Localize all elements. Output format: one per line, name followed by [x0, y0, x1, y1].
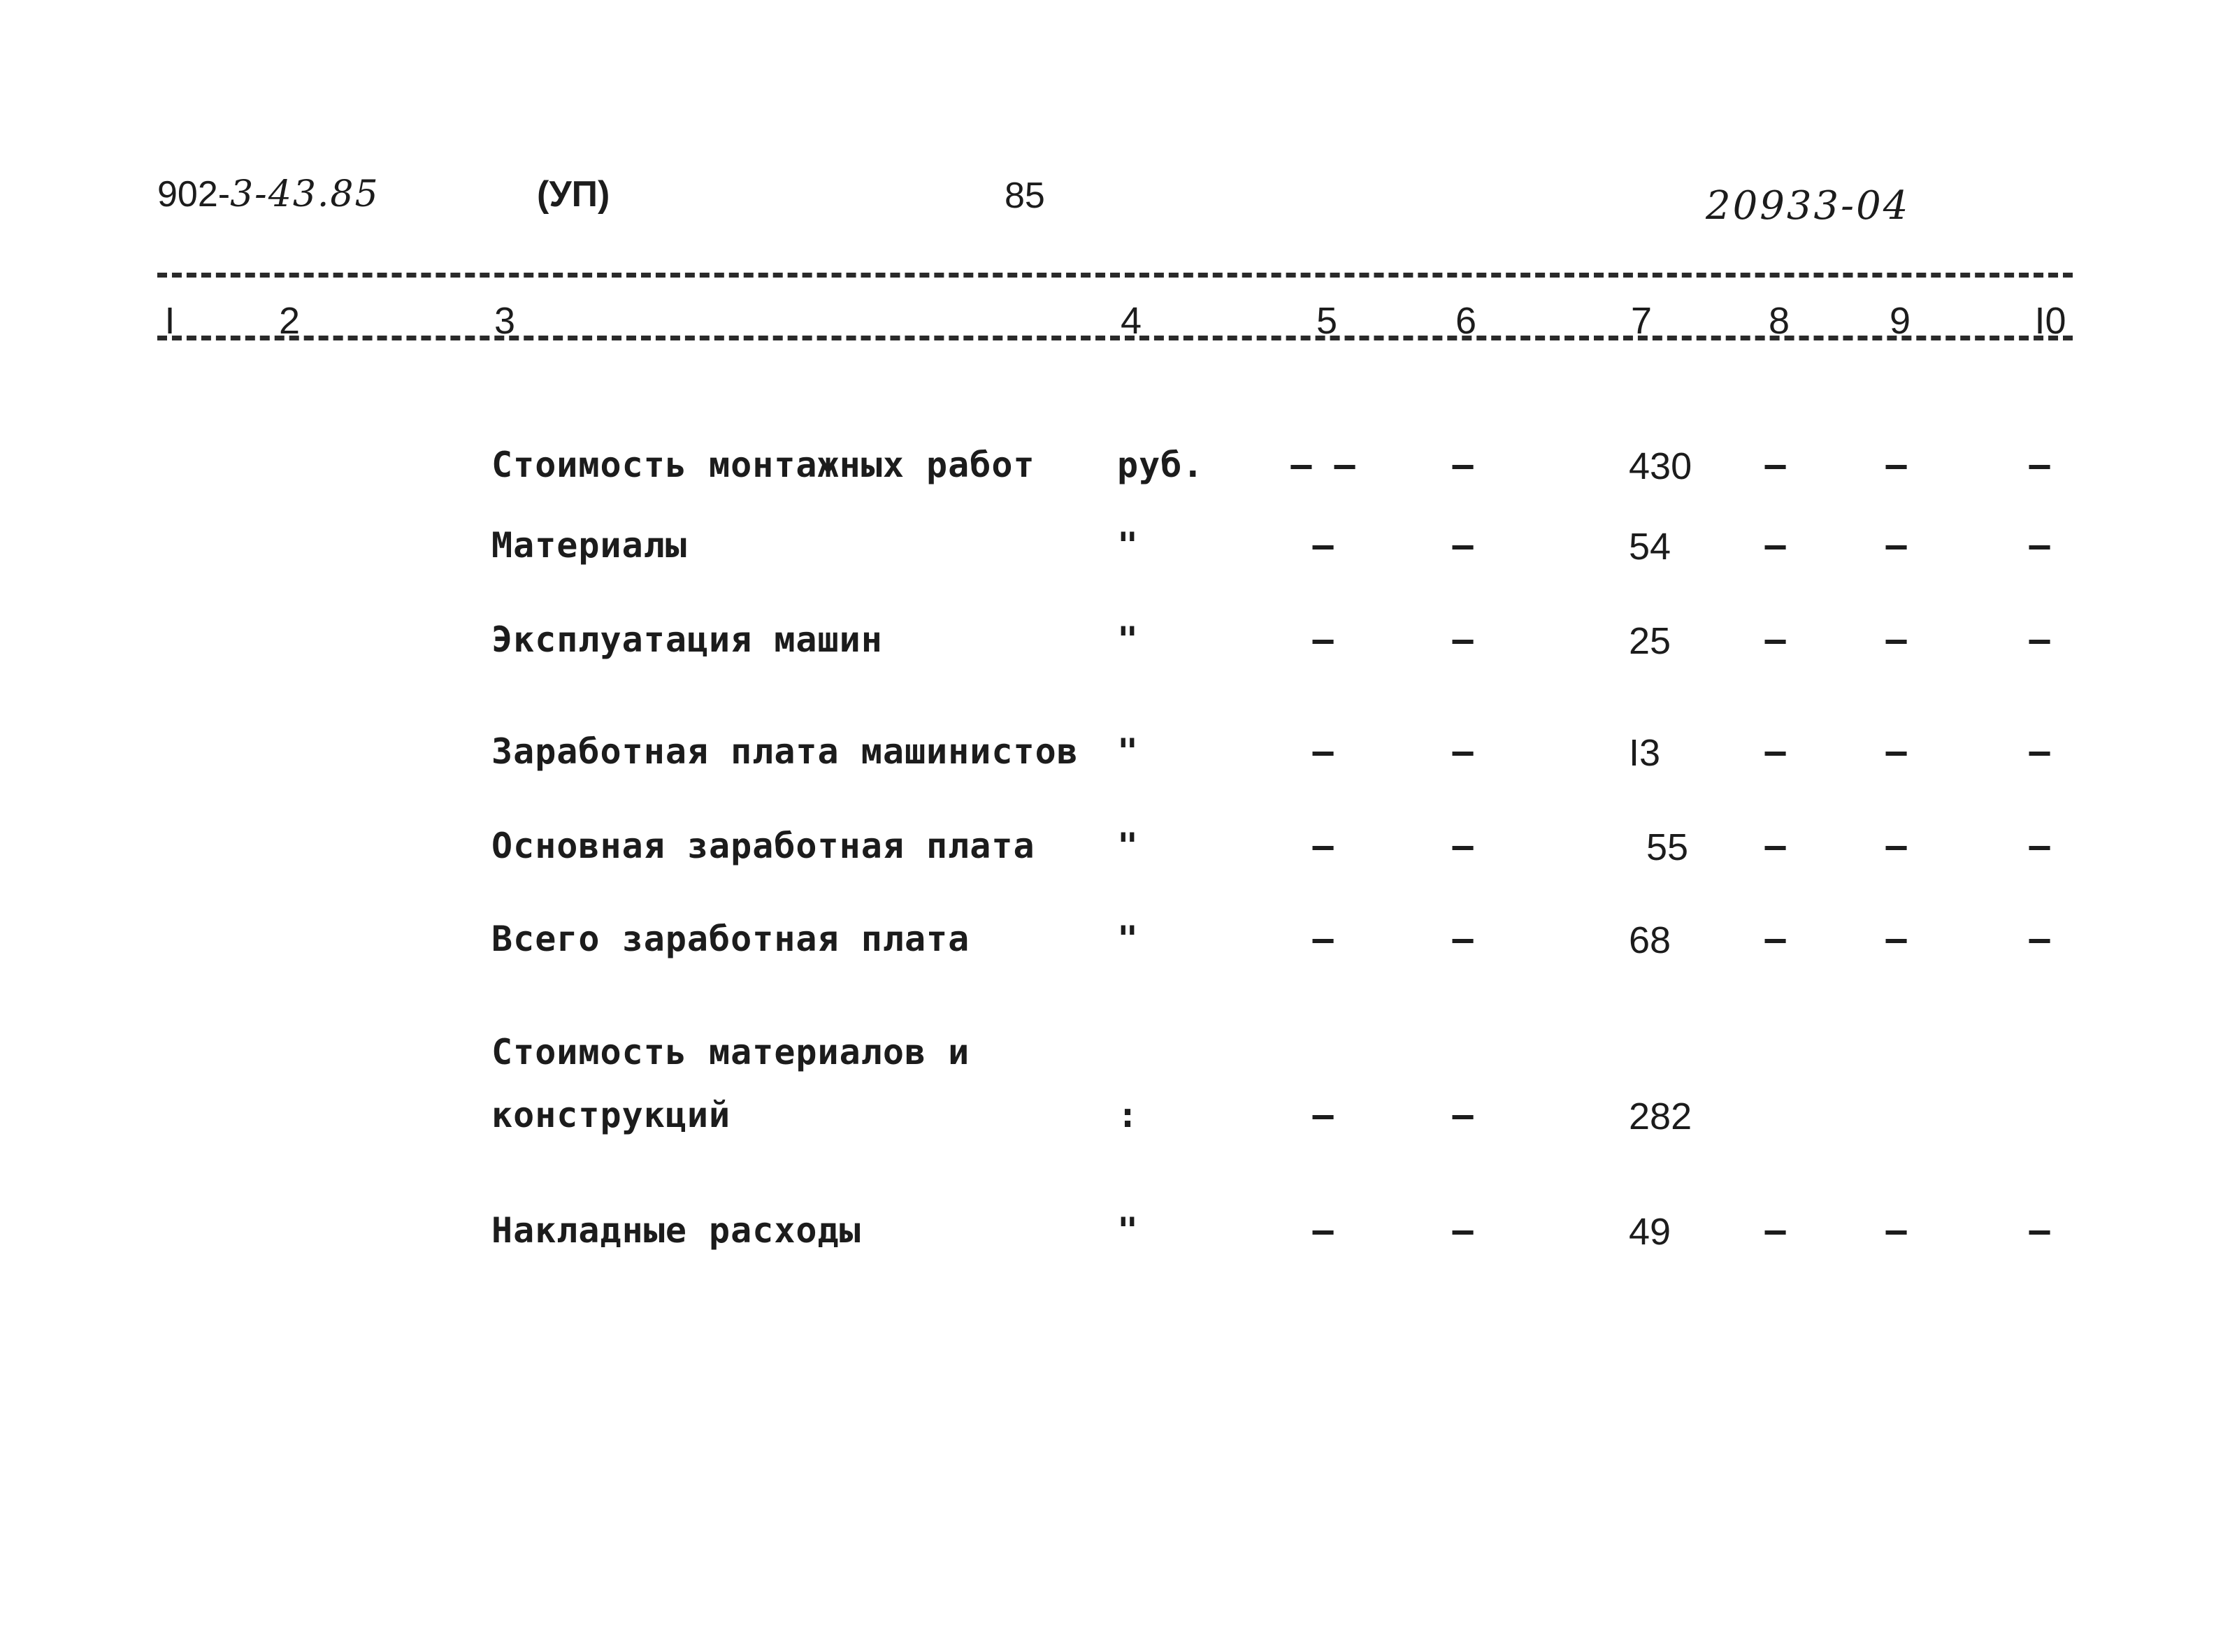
row-unit: руб.: [1117, 445, 1204, 485]
row-unit: ": [1117, 1210, 1139, 1251]
project-code-typed: 902-: [157, 174, 231, 215]
row-name-line1: Стоимость материалов и: [491, 1032, 970, 1072]
row-col7: I3: [1629, 732, 1661, 774]
row-name: Заработная плата машинистов: [491, 731, 1079, 772]
row-unit: ": [1117, 525, 1139, 566]
document-number: 20933-04: [1706, 183, 1911, 229]
column-number-7: 7: [1630, 300, 1653, 342]
row-name: Накладные расходы: [491, 1210, 861, 1251]
row-name: конструкций: [491, 1095, 731, 1135]
row-name: Всего заработная плата: [491, 919, 970, 959]
row-col7: 68: [1629, 919, 1671, 961]
row-col7: 49: [1629, 1211, 1671, 1253]
row-unit: ": [1117, 619, 1139, 660]
row-name: Эксплуатация машин: [491, 619, 883, 660]
project-code-handwritten: 3-43.85: [230, 173, 380, 215]
row-name: Основная заработная плата: [491, 826, 1035, 866]
row-unit: ": [1117, 731, 1139, 772]
column-number-8: 8: [1768, 300, 1790, 342]
row-col7: 430: [1629, 445, 1692, 487]
column-number-6: 6: [1455, 300, 1477, 342]
column-number-9: 9: [1889, 300, 1911, 342]
column-number-2: 2: [278, 300, 301, 342]
section-mark: (УП): [537, 174, 610, 215]
project-code: [157, 173, 380, 215]
row-col7: 55: [1646, 826, 1689, 868]
row-col7: 54: [1629, 526, 1671, 568]
page-number: 85: [1005, 175, 1045, 216]
column-number-4: 4: [1120, 300, 1142, 342]
column-number-3: 3: [494, 300, 516, 342]
row-col7: 282: [1629, 1096, 1692, 1137]
row-unit: ": [1117, 826, 1139, 866]
column-number-1: I: [164, 300, 175, 342]
row-name: Стоимость монтажных работ: [491, 445, 1035, 485]
row-unit: ": [1117, 919, 1139, 959]
column-number-5: 5: [1316, 300, 1338, 342]
column-number-10: I0: [2034, 300, 2066, 342]
row-unit: :: [1117, 1095, 1139, 1135]
header-rule-top: [157, 273, 2073, 278]
header-rule-bottom: [157, 336, 2073, 340]
row-name: Материалы: [491, 525, 687, 566]
row-col7: 25: [1629, 620, 1671, 662]
